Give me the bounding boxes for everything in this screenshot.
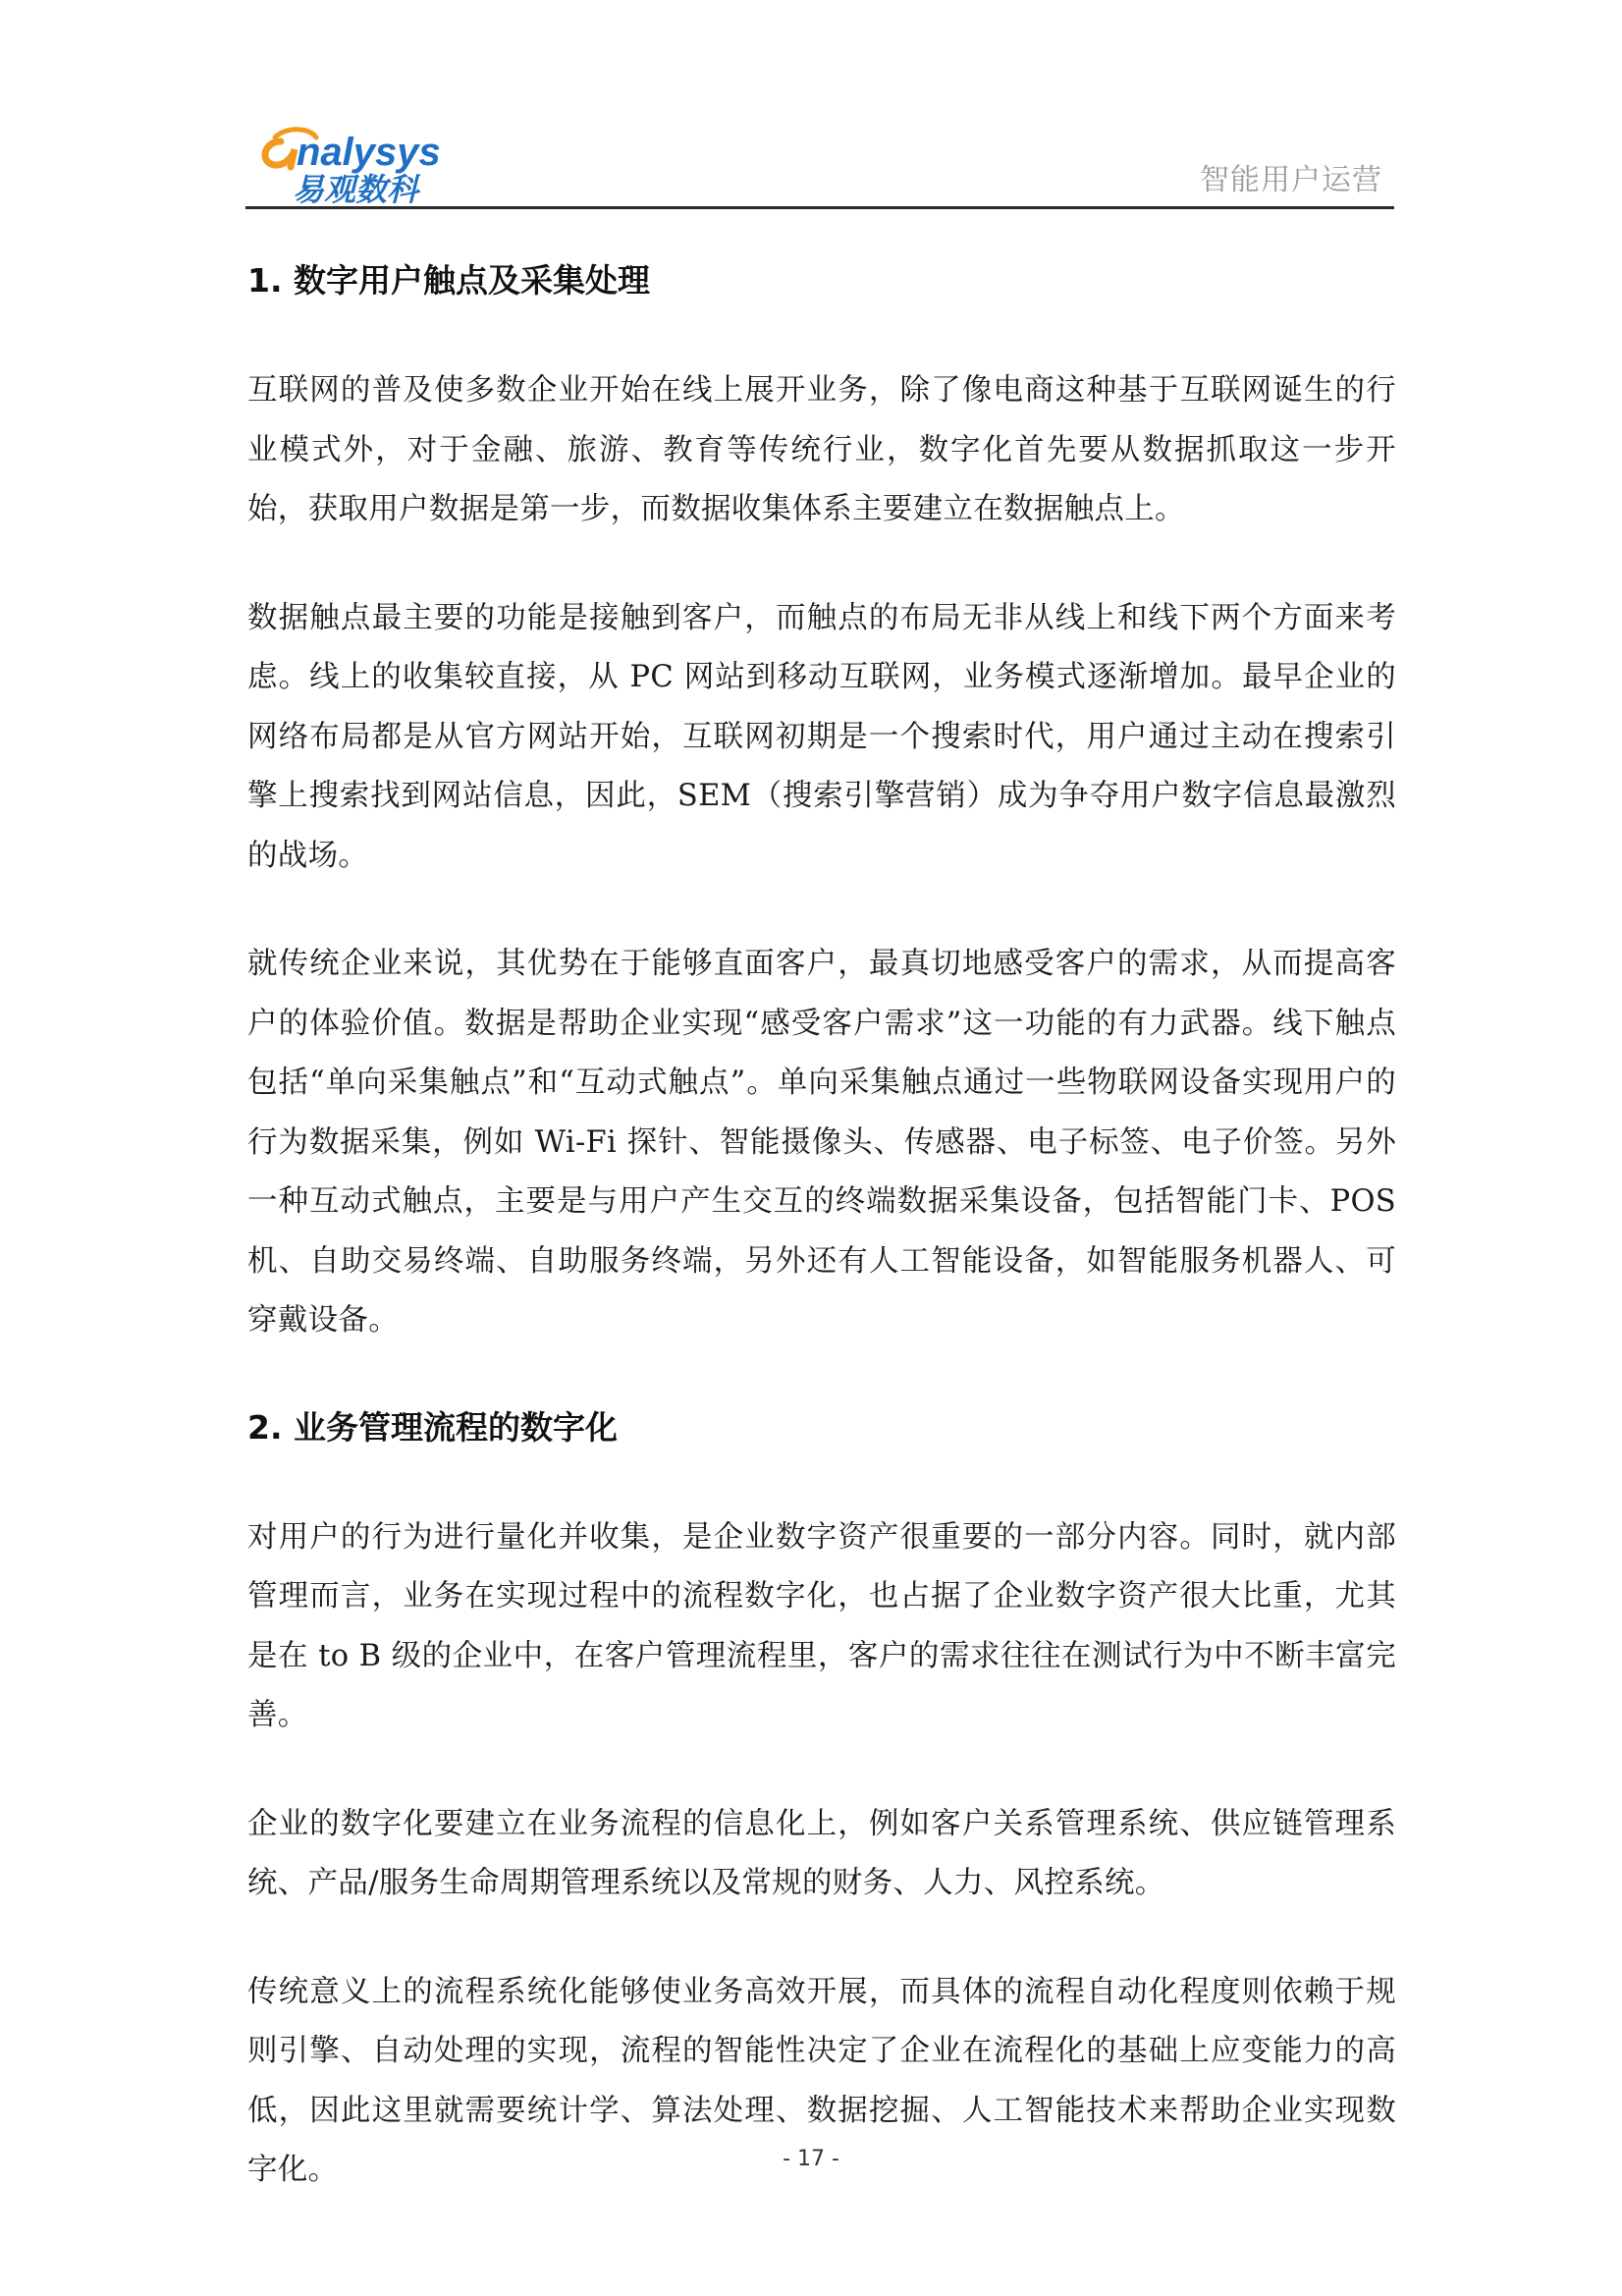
section1-paragraph-2: 数据触点最主要的功能是接触到客户，而触点的布局无非从线上和线下两个方面来考虑。线上的收集较直接，从 PC 网站到移动互联网，业务模式逐渐增加。最早企业的网络布局都是从官方网站开始，互联网初期是一个搜索时代，用户通过主动在搜索引擎上搜索找到网站信息，因此，SEM（搜索引擎营销）成为争夺用户数字信息最激烈的战场。 [247,600,1396,873]
header-divider [245,206,1394,209]
section2-paragraph-2: 企业的数字化要建立在业务流程的信息化上，例如客户关系管理系统、供应链管理系统、产品/服务生命周期管理系统以及常规的财务、人力、风控系统。 [247,1806,1396,1900]
analysys-logo [255,98,491,206]
page-header [245,98,1394,208]
section2-paragraph-3: 传统意义上的流程系统化能够使业务高效开展，而具体的流程自动化程度则依赖于规则引擎、自动处理的实现，流程的智能性决定了企业在流程化的基础上应变能力的高低，因此这里就需要统计学、算法处理、数据挖掘、人工智能技术来帮助企业实现数字化。 [247,1974,1396,2187]
section-heading-1: 1. 数字用户触点及采集处理 [247,261,650,300]
section-heading-2: 2. 业务管理流程的数字化 [247,1407,618,1447]
section2-paragraph-1: 对用户的行为进行量化并收集，是企业数字资产很重要的一部分内容。同时，就内部管理而言，业务在实现过程中的流程数字化，也占据了企业数字资产很大比重，尤其是在 to B 级的企业中，在客户管理流程里，客户的需求往往在测试行为中不断丰富完善。 [247,1519,1396,1732]
logo-chinese-name: 易观数科 [293,171,419,206]
section1-paragraph-1: 互联网的普及使多数企业开始在线上展开业务，除了像电商这种基于互联网诞生的行业模式外，对于金融、旅游、教育等传统行业，数字化首先要从数据抓取这一步开始，获取用户数据是第一步，而数据收集体系主要建立在数据触点上。 [247,373,1396,526]
header-section-title: 智能用户运营 [1200,163,1382,197]
page-number: - 17 - [783,2147,839,2171]
logo-wordmark: nalysys [297,131,441,174]
section1-paragraph-3: 就传统企业来说，其优势在于能够直面客户，最真切地感受客户的需求，从而提高客户的体验价值。数据是帮助企业实现“感受客户需求”这一功能的有力武器。线下触点包括“单向采集触点”和“互动式触点”。单向采集触点通过一些物联网设备实现用户的行为数据采集，例如 Wi-Fi 探针、智能摄像头、传感器、电子标签、电子价签。另外一种互动式触点，主要是与用户产生交互的终端数据采集设备，包括智能门卡、POS 机、自助交易终端、自助服务终端，另外还有人工智能设备，如智能服务机器人、可穿戴设备。 [247,947,1396,1338]
page-content [247,257,1396,2201]
